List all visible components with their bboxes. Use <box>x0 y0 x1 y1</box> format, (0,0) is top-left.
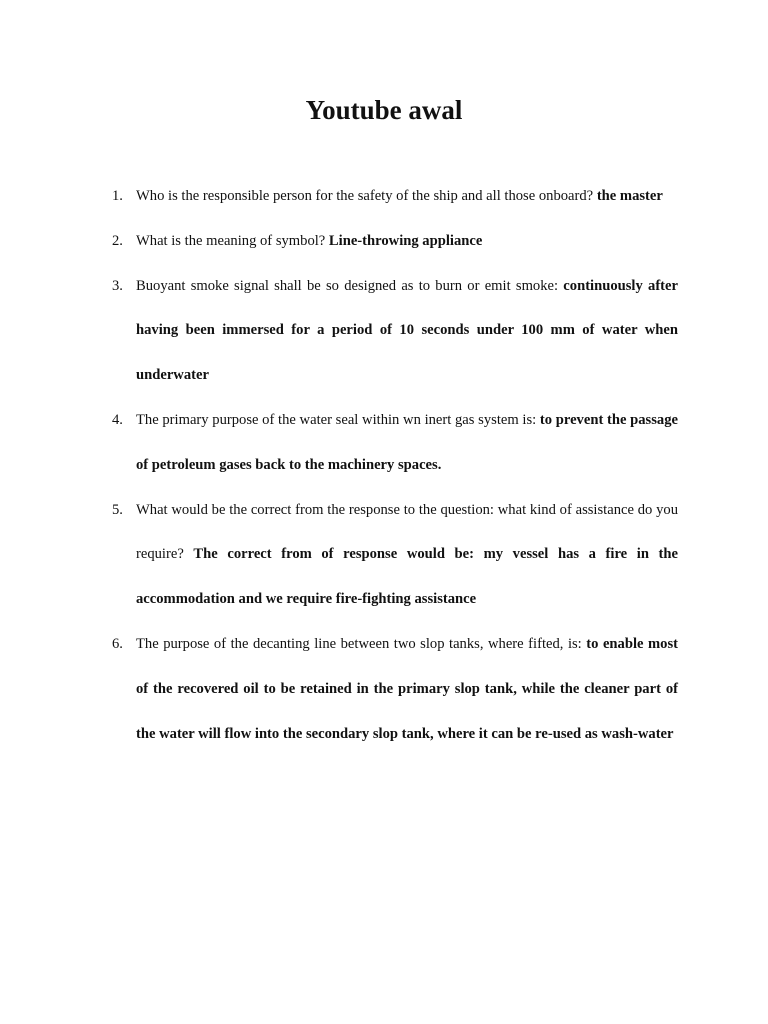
question-list <box>112 174 678 756</box>
question-text: The primary purpose of the water seal within wn inert gas system is: <box>136 411 540 428</box>
question-number: 3. <box>112 277 123 294</box>
question-number: 1. <box>112 188 123 204</box>
question-item <box>112 622 678 756</box>
question-item <box>112 219 678 264</box>
question-number: 2. <box>112 232 123 249</box>
question-item <box>112 488 678 622</box>
answer-text: continuously after having been immersed for a period of 10 seconds under 100 mm of water when underwater <box>136 277 678 384</box>
question-item <box>112 264 678 398</box>
answer-text: to enable most of the recovered oil to be retained in the primary slop tank, while the cleaner part of the water will flow into the secondary slop tank, where it can be re-used as wash-water <box>136 635 678 742</box>
question-number: 4. <box>112 411 123 428</box>
question-number: 5. <box>112 501 123 518</box>
question-text: The purpose of the decanting line between two slop tanks, where fifted, is: <box>136 635 587 652</box>
question-number: 6. <box>112 635 123 652</box>
answer-text: to prevent the passage of petroleum gases back to the machinery spaces. <box>136 411 678 473</box>
question-text: Buoyant smoke signal shall be so designed as to burn or emit smoke: <box>136 277 564 294</box>
question-text: What is the meaning of symbol? <box>136 232 329 249</box>
question-item <box>112 174 678 219</box>
answer-text: the master <box>596 188 663 204</box>
answer-text: The correct from of response would be: my vessel has a fire in the accommodation and we require fire-fighting assistance <box>136 546 679 608</box>
question-text: Who is the responsible person for the safety of the ship and all those onboard? <box>136 188 597 204</box>
question-item <box>112 398 678 488</box>
page-title: Youtube awal <box>305 95 463 125</box>
question-text: What would be the correct from the response to the question: what kind of assistance do you require? <box>136 501 678 563</box>
answer-text: Line-throwing appliance <box>328 232 483 249</box>
